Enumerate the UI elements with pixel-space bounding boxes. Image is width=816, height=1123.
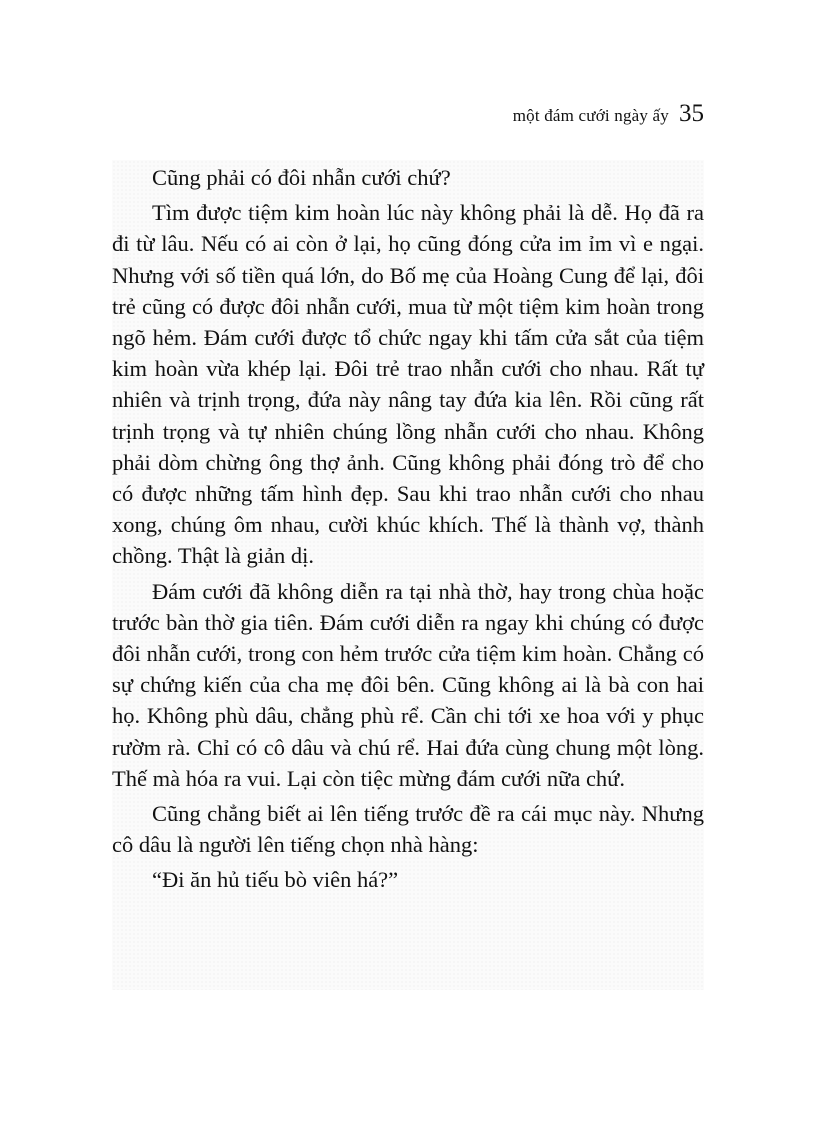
paragraph: Cũng phải có đôi nhẫn cưới chứ? — [152, 165, 451, 190]
running-title: một đám cưới ngày ấy — [512, 106, 669, 125]
paragraph: “Đi ăn hủ tiếu bò viên há?” — [152, 867, 399, 893]
body-text — [112, 162, 704, 900]
paragraph: Đám cưới đã không diễn ra tại nhà thờ, hay trong chùa hoặc trước bàn thờ gia tiên. Đám cưới diễn ra ngay khi chúng có được đôi nhẫn cưới, trong con hẻm trước cửa tiệm kim hoàn. Chẳng có sự chứng kiến của cha mẹ đôi bên. Cũng không ai là bà con hai họ. Không phù dâu, chẳng phù rể. Cần chi tới xe hoa với y phục rườm rà. Chỉ có cô dâu và chú rể. Hai đứa cùng chung một lòng. Thế mà hóa ra vui. Lại còn tiệc mừng đám cưới nữa chứ. — [112, 578, 704, 791]
page-number: 35 — [679, 100, 704, 127]
text-block — [112, 160, 704, 990]
paragraph: Cũng chẳng biết ai lên tiếng trước đề ra cái mục này. Nhưng cô dâu là người lên tiếng chọn nhà hàng: — [112, 801, 704, 858]
running-header — [513, 100, 704, 128]
paragraph: Tìm được tiệm kim hoàn lúc này không phải là dễ. Họ đã ra đi từ lâu. Nếu có ai còn ở lại, họ cũng đóng cửa im ỉm vì e ngại. Nhưng với số tiền quá lớn, do Bố mẹ của Hoàng Cung để lại, đôi trẻ cũng có được đôi nhẫn cưới, mua từ một tiệm kim hoàn trong ngõ hẻm. Đám cưới được tổ chức ngay khi tấm cửa sắt của tiệm kim hoàn vừa khép lại. Đôi trẻ trao nhẫn cưới cho nhau. Rất tự nhiên và trịnh trọng, đứa này nâng tay đứa kia lên. Rồi cũng rất trịnh trọng và tự nhiên chúng lồng nhẫn cưới cho nhau. Không phải dòm chừng ông thợ ảnh. Cũng không phải đóng trò để cho có được những tấm hình đẹp. Sau khi trao nhẫn cưới cho nhau xong, chúng ôm nhau, cười khúc khích. Thế là thành vợ, thành chồng. Thật là giản dị. — [112, 200, 704, 569]
